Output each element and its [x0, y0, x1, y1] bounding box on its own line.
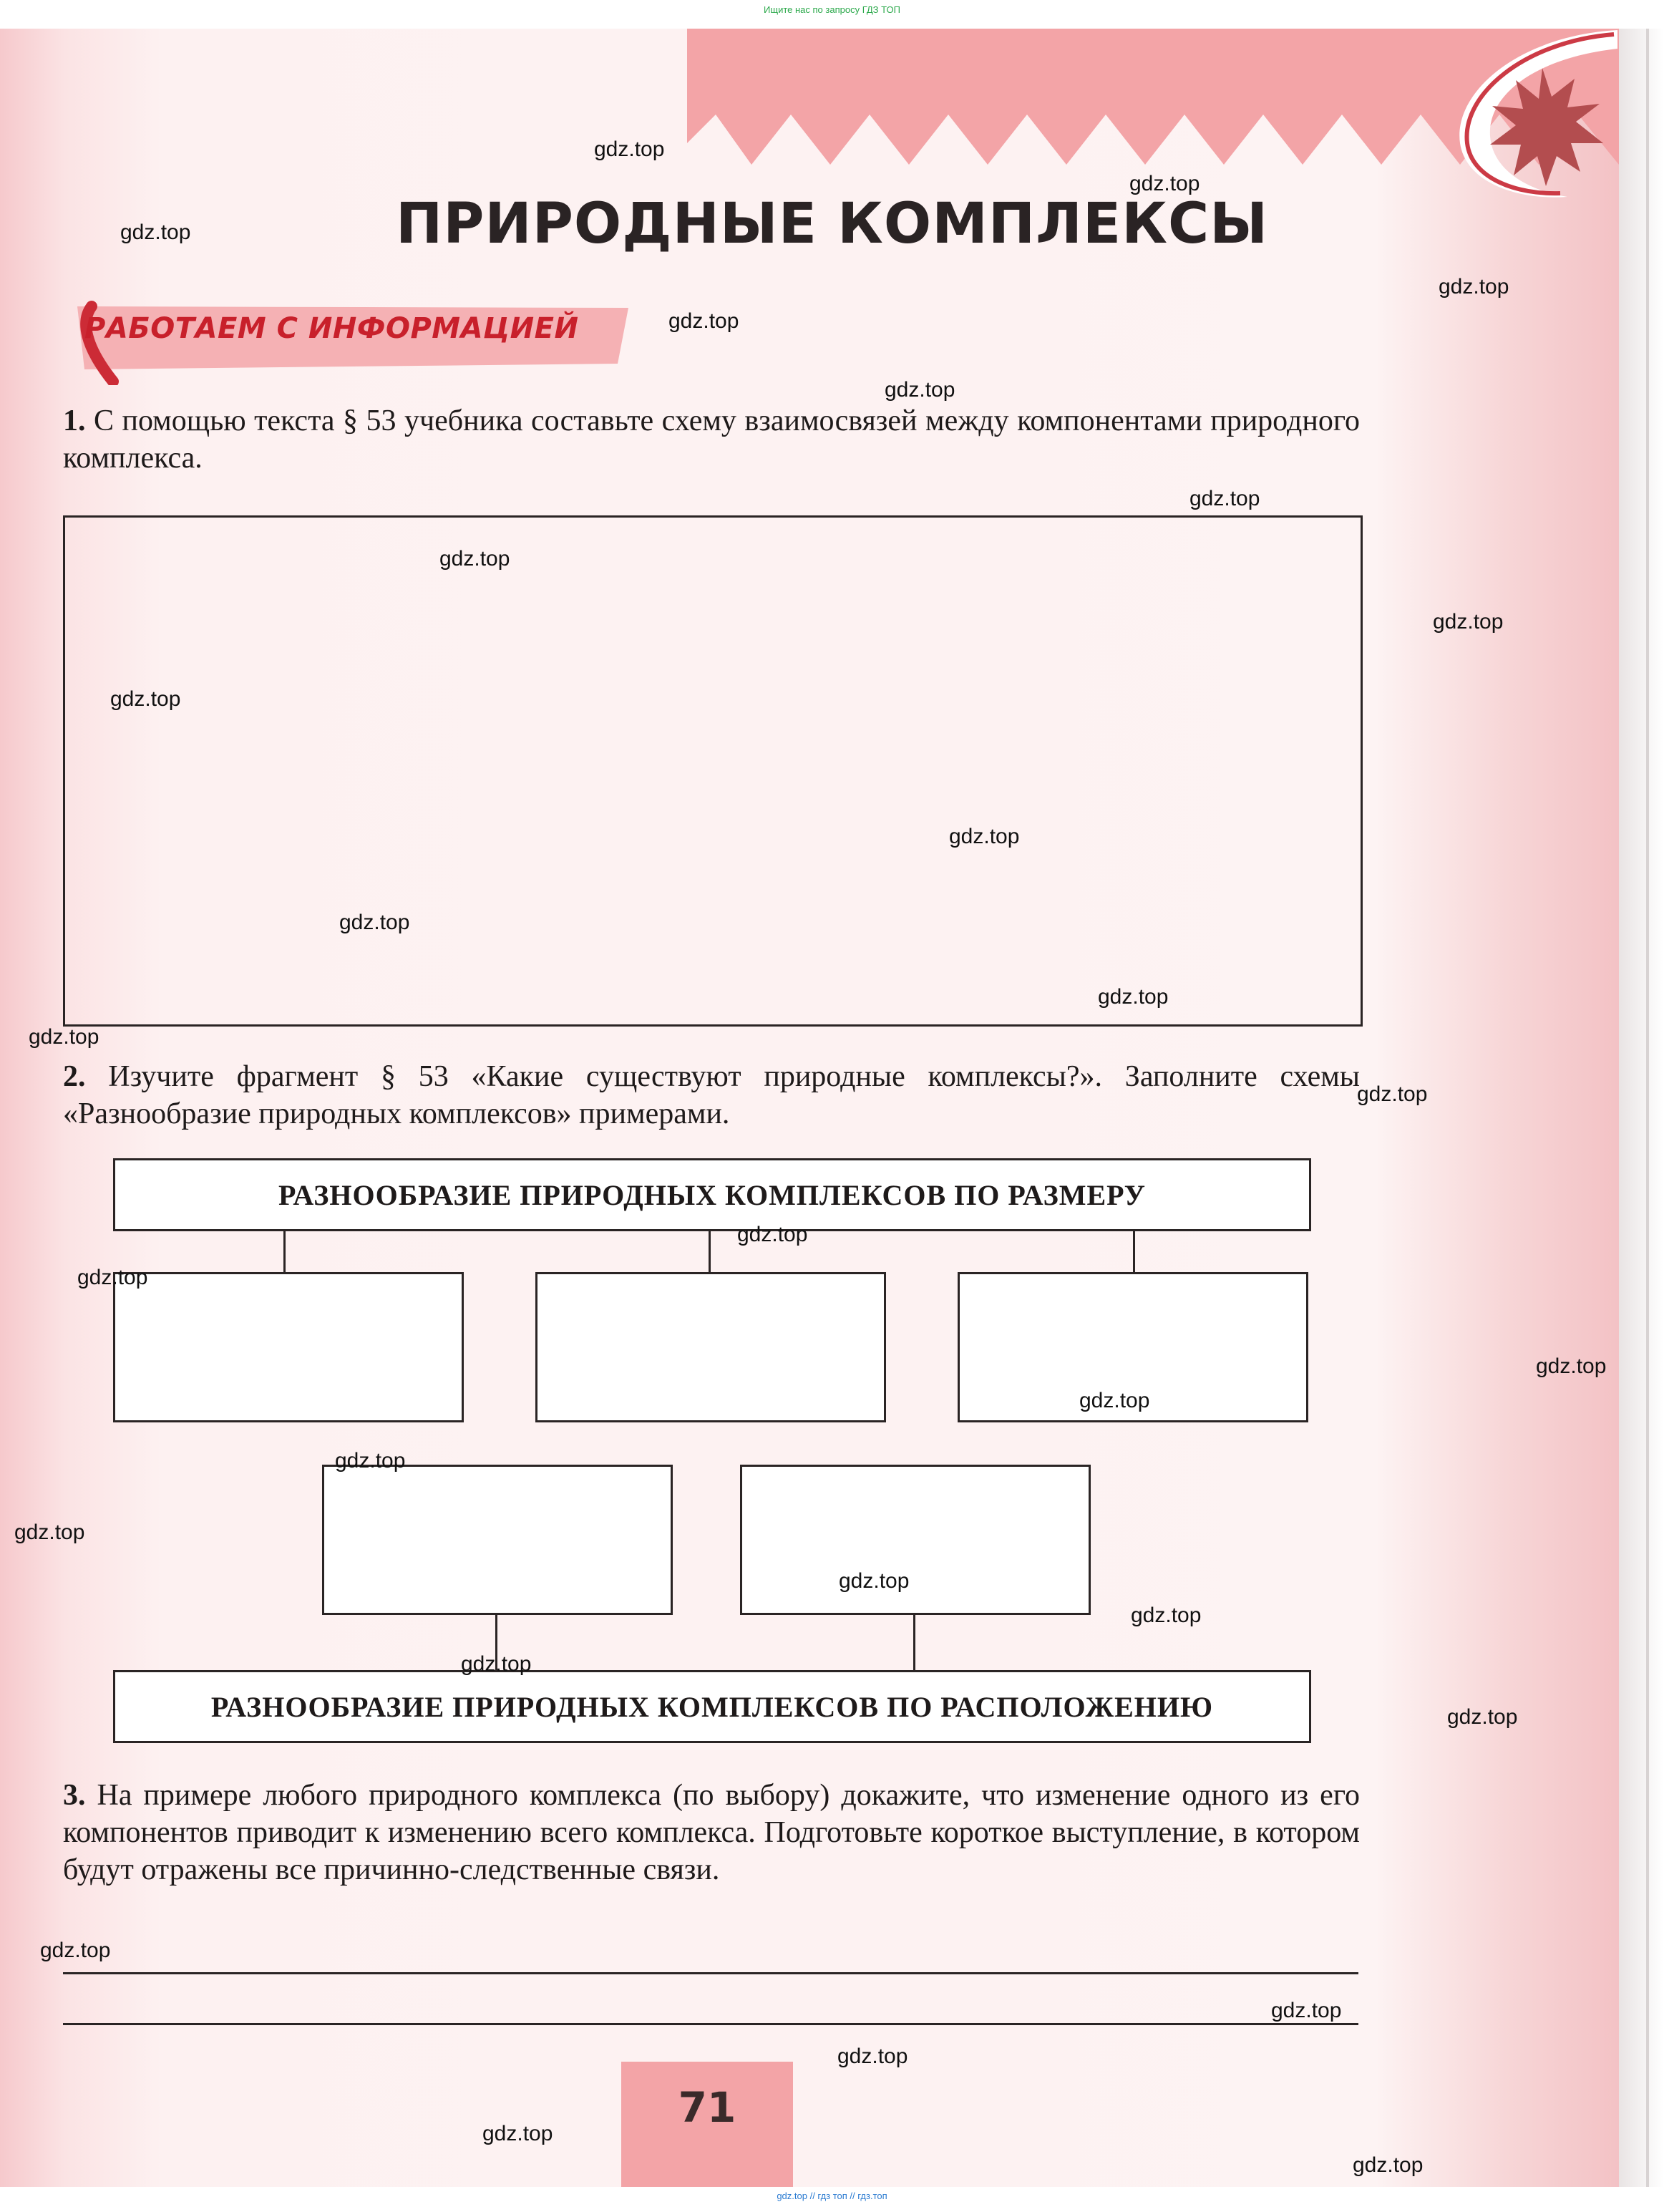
watermark: gdz.top [668, 309, 739, 333]
watermark: gdz.top [439, 547, 510, 571]
connector-line [1133, 1229, 1135, 1272]
task-1-answer-box[interactable] [63, 515, 1363, 1027]
watermark: gdz.top [29, 1025, 99, 1049]
watermark: gdz.top [77, 1266, 148, 1289]
watermark: gdz.top [839, 1569, 910, 1593]
connector-line [709, 1229, 711, 1272]
section-label-text: РАБОТАЕМ С ИНФОРМАЦИЕЙ [84, 312, 579, 345]
task-3-answer-line-2[interactable] [63, 2023, 1358, 2025]
watermark: gdz.top [885, 378, 955, 402]
watermark: gdz.top [1271, 1999, 1342, 2022]
watermark: gdz.top [1129, 172, 1200, 195]
star-emblem-icon [1424, 29, 1619, 208]
watermark: gdz.top [949, 825, 1020, 848]
scheme-size-header: РАЗНООБРАЗИЕ ПРИРОДНЫХ КОМПЛЕКСОВ ПО РАЗМЕРУ [113, 1158, 1311, 1231]
watermark: gdz.top [837, 2044, 908, 2068]
connector-line [913, 1613, 915, 1670]
size-example-box-2[interactable] [535, 1272, 886, 1422]
task-3-body: На примере любого природного комплекса (по выбору) докажите, что изменение одного из его компонентов приводит к изменению всего комплекса. Подготовьте короткое выступление, в котором будут отражены все причинно-следственные связи. [63, 1779, 1360, 1886]
watermark: gdz.top [1439, 275, 1509, 299]
size-example-box-1[interactable] [113, 1272, 464, 1422]
watermark: gdz.top [1353, 2153, 1424, 2177]
bottom-note: gdz.top // гдз топ // гдз.топ [777, 2191, 887, 2201]
watermark: gdz.top [40, 1939, 111, 1962]
scheme-location-header: РАЗНООБРАЗИЕ ПРИРОДНЫХ КОМПЛЕКСОВ ПО РАСПОЛОЖЕНИЮ [113, 1670, 1311, 1743]
watermark: gdz.top [461, 1652, 532, 1676]
task-3-text [63, 1777, 1360, 1888]
watermark: gdz.top [1536, 1354, 1607, 1378]
page-edge-line [1646, 29, 1649, 2187]
task-1-text [63, 402, 1360, 477]
task-3-answer-line-1[interactable] [63, 1972, 1358, 1974]
task-1-body: С помощью текста § 53 учебника составьте схему взаимосвязей между компонентами природного комплекса. [63, 404, 1360, 475]
watermark: gdz.top [1098, 985, 1169, 1009]
page-right-edge [1619, 29, 1664, 2187]
watermark: gdz.top [594, 137, 665, 161]
watermark: gdz.top [1447, 1705, 1518, 1729]
connector-line [283, 1229, 286, 1272]
watermark: gdz.top [737, 1223, 808, 1246]
watermark: gdz.top [1433, 610, 1504, 634]
watermark: gdz.top [482, 2122, 553, 2145]
page-number: 71 [678, 2083, 736, 2132]
task-2-text [63, 1058, 1360, 1132]
task-2-number: 2. [63, 1060, 86, 1093]
watermark: gdz.top [1131, 1604, 1202, 1627]
task-1-number: 1. [63, 404, 86, 437]
page-title: ПРИРОДНЫЕ КОМПЛЕКСЫ [395, 192, 1269, 256]
watermark: gdz.top [1357, 1082, 1428, 1106]
location-example-box-2[interactable] [740, 1465, 1091, 1615]
watermark: gdz.top [110, 687, 181, 711]
location-example-box-1[interactable] [322, 1465, 673, 1615]
task-3-number: 3. [63, 1779, 86, 1812]
watermark: gdz.top [120, 220, 191, 244]
watermark: gdz.top [335, 1449, 406, 1473]
task-2-body: Изучите фрагмент § 53 «Какие существуют природные комплексы?». Заполните схемы «Разнообразие природных комплексов» примерами. [63, 1060, 1361, 1130]
top-note: Ищите нас по запросу ГДЗ ТОП [764, 4, 900, 15]
watermark: gdz.top [1189, 487, 1260, 510]
watermark: gdz.top [14, 1520, 85, 1544]
watermark: gdz.top [1079, 1389, 1150, 1412]
watermark: gdz.top [339, 911, 410, 934]
